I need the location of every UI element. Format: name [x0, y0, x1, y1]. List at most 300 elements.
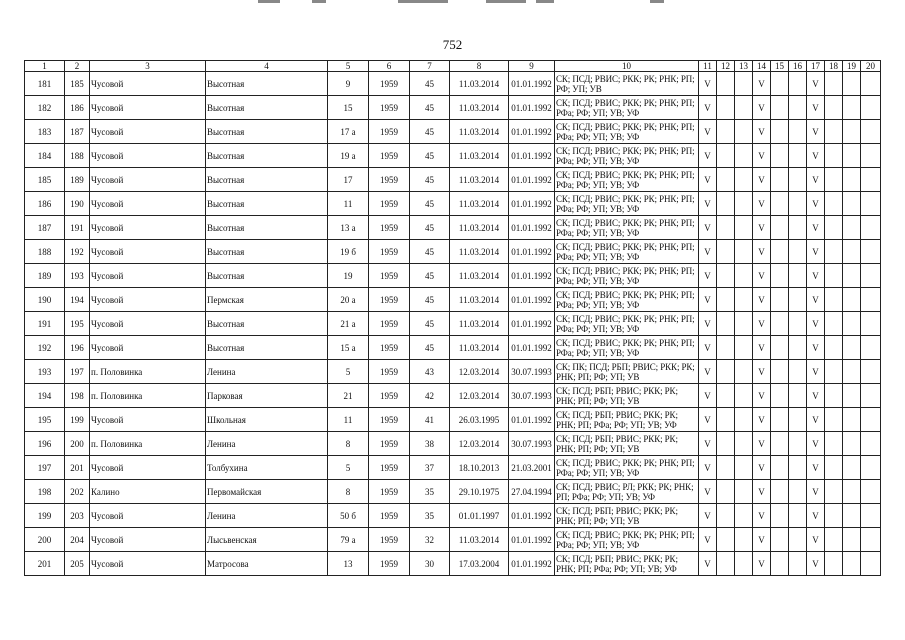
row-number: 188: [25, 240, 65, 264]
column-header-18: 18: [825, 61, 843, 72]
row-number: 183: [25, 120, 65, 144]
mark-cell-col-11: V: [699, 120, 717, 144]
year-cell: 1959: [369, 120, 410, 144]
column-7-cell: 42: [410, 384, 450, 408]
table-row: [25, 528, 881, 552]
record-id: 187: [65, 120, 90, 144]
mark-cell-col-11: V: [699, 144, 717, 168]
street-cell: Высотная: [206, 72, 328, 96]
settlement-cell: Чусовой: [90, 264, 206, 288]
table-row: [25, 144, 881, 168]
mark-cell-col-11: V: [699, 312, 717, 336]
mark-cell-col-20: [861, 168, 881, 192]
mark-cell-col-14: V: [753, 216, 771, 240]
record-id: 189: [65, 168, 90, 192]
row-number: 200: [25, 528, 65, 552]
date-2-cell: 01.01.1992: [509, 408, 555, 432]
mark-cell-col-11: V: [699, 408, 717, 432]
year-cell: 1959: [369, 408, 410, 432]
mark-cell-col-20: [861, 72, 881, 96]
date-1-cell: 11.03.2014: [450, 240, 509, 264]
house-number-cell: 19 а: [328, 144, 369, 168]
table-row: [25, 192, 881, 216]
codes-cell: СК; ПСД; РБП; РВИС; РКК; РК; РНК; РП; РФ; УП; УВ: [555, 384, 699, 408]
column-7-cell: 45: [410, 120, 450, 144]
house-number-cell: 20 а: [328, 288, 369, 312]
mark-cell-col-12: [717, 480, 735, 504]
mark-cell-col-18: [825, 312, 843, 336]
mark-cell-col-17: V: [807, 456, 825, 480]
codes-cell: СК; ПСД; РВИС; РКК; РК; РНК; РП; РФа; РФ; УП; УВ; УФ: [555, 312, 699, 336]
mark-cell-col-15: [771, 360, 789, 384]
table-row: [25, 336, 881, 360]
year-cell: 1959: [369, 96, 410, 120]
mark-cell-col-16: [789, 120, 807, 144]
mark-cell-col-14: V: [753, 384, 771, 408]
row-number: 195: [25, 408, 65, 432]
row-number: 199: [25, 504, 65, 528]
table-row: [25, 480, 881, 504]
house-number-cell: 21 а: [328, 312, 369, 336]
year-cell: 1959: [369, 456, 410, 480]
record-id: 199: [65, 408, 90, 432]
column-7-cell: 32: [410, 528, 450, 552]
mark-cell-col-13: [735, 288, 753, 312]
record-id: 194: [65, 288, 90, 312]
mark-cell-col-15: [771, 432, 789, 456]
date-2-cell: 01.01.1992: [509, 288, 555, 312]
house-number-cell: 13: [328, 552, 369, 576]
mark-cell-col-19: [843, 72, 861, 96]
house-number-cell: 21: [328, 384, 369, 408]
mark-cell-col-13: [735, 528, 753, 552]
mark-cell-col-15: [771, 240, 789, 264]
mark-cell-col-13: [735, 432, 753, 456]
street-cell: Толбухина: [206, 456, 328, 480]
mark-cell-col-13: [735, 240, 753, 264]
mark-cell-col-11: V: [699, 336, 717, 360]
mark-cell-col-18: [825, 144, 843, 168]
date-2-cell: 30.07.1993: [509, 360, 555, 384]
row-number: 185: [25, 168, 65, 192]
date-2-cell: 01.01.1992: [509, 120, 555, 144]
mark-cell-col-12: [717, 192, 735, 216]
record-id: 205: [65, 552, 90, 576]
row-number: 196: [25, 432, 65, 456]
mark-cell-col-14: V: [753, 264, 771, 288]
year-cell: 1959: [369, 72, 410, 96]
mark-cell-col-12: [717, 240, 735, 264]
date-1-cell: 11.03.2014: [450, 96, 509, 120]
mark-cell-col-19: [843, 480, 861, 504]
mark-cell-col-12: [717, 528, 735, 552]
column-header-5: 5: [328, 61, 369, 72]
mark-cell-col-16: [789, 168, 807, 192]
mark-cell-col-16: [789, 384, 807, 408]
mark-cell-col-13: [735, 408, 753, 432]
date-2-cell: 01.01.1992: [509, 144, 555, 168]
date-2-cell: 01.01.1992: [509, 264, 555, 288]
mark-cell-col-13: [735, 96, 753, 120]
date-2-cell: 01.01.1992: [509, 552, 555, 576]
year-cell: 1959: [369, 264, 410, 288]
column-header-3: 3: [90, 61, 206, 72]
settlement-cell: Чусовой: [90, 288, 206, 312]
codes-cell: СК; ПСД; РВИС; РКК; РК; РНК; РП; РФа; РФ; УП; УВ; УФ: [555, 144, 699, 168]
mark-cell-col-11: V: [699, 240, 717, 264]
column-7-cell: 45: [410, 144, 450, 168]
mark-cell-col-18: [825, 408, 843, 432]
mark-cell-col-18: [825, 96, 843, 120]
column-7-cell: 45: [410, 96, 450, 120]
date-1-cell: 12.03.2014: [450, 432, 509, 456]
mark-cell-col-17: V: [807, 552, 825, 576]
year-cell: 1959: [369, 552, 410, 576]
column-7-cell: 30: [410, 552, 450, 576]
settlement-cell: Чусовой: [90, 120, 206, 144]
mark-cell-col-11: V: [699, 192, 717, 216]
row-number: 187: [25, 216, 65, 240]
settlement-cell: Чусовой: [90, 336, 206, 360]
date-1-cell: 11.03.2014: [450, 168, 509, 192]
row-number: 184: [25, 144, 65, 168]
mark-cell-col-20: [861, 504, 881, 528]
mark-cell-col-14: V: [753, 120, 771, 144]
table-row: [25, 120, 881, 144]
settlement-cell: п. Половинка: [90, 432, 206, 456]
mark-cell-col-19: [843, 528, 861, 552]
street-cell: Высотная: [206, 168, 328, 192]
mark-cell-col-16: [789, 72, 807, 96]
year-cell: 1959: [369, 336, 410, 360]
mark-cell-col-19: [843, 552, 861, 576]
mark-cell-col-18: [825, 480, 843, 504]
mark-cell-col-19: [843, 456, 861, 480]
street-cell: Высотная: [206, 264, 328, 288]
mark-cell-col-14: V: [753, 96, 771, 120]
mark-cell-col-19: [843, 192, 861, 216]
date-2-cell: 21.03.2001: [509, 456, 555, 480]
year-cell: 1959: [369, 288, 410, 312]
record-id: 200: [65, 432, 90, 456]
register-table-body: [25, 61, 881, 576]
column-header-15: 15: [771, 61, 789, 72]
mark-cell-col-20: [861, 216, 881, 240]
record-id: 198: [65, 384, 90, 408]
table-row: [25, 312, 881, 336]
mark-cell-col-16: [789, 288, 807, 312]
settlement-cell: Чусовой: [90, 504, 206, 528]
mark-cell-col-19: [843, 408, 861, 432]
row-number: 201: [25, 552, 65, 576]
house-number-cell: 79 а: [328, 528, 369, 552]
mark-cell-col-19: [843, 96, 861, 120]
column-7-cell: 45: [410, 168, 450, 192]
mark-cell-col-19: [843, 432, 861, 456]
mark-cell-col-17: V: [807, 408, 825, 432]
settlement-cell: Чусовой: [90, 216, 206, 240]
mark-cell-col-15: [771, 216, 789, 240]
mark-cell-col-14: V: [753, 504, 771, 528]
date-2-cell: 01.01.1992: [509, 216, 555, 240]
column-header-13: 13: [735, 61, 753, 72]
street-cell: Лысьвенская: [206, 528, 328, 552]
record-id: 196: [65, 336, 90, 360]
mark-cell-col-15: [771, 528, 789, 552]
mark-cell-col-13: [735, 336, 753, 360]
mark-cell-col-12: [717, 456, 735, 480]
mark-cell-col-12: [717, 288, 735, 312]
mark-cell-col-13: [735, 360, 753, 384]
codes-cell: СК; ПСД; РВИС; РКК; РК; РНК; РП; РФа; РФ; УП; УВ; УФ: [555, 288, 699, 312]
column-7-cell: 45: [410, 312, 450, 336]
settlement-cell: Чусовой: [90, 552, 206, 576]
year-cell: 1959: [369, 360, 410, 384]
mark-cell-col-19: [843, 312, 861, 336]
row-number: 198: [25, 480, 65, 504]
year-cell: 1959: [369, 504, 410, 528]
mark-cell-col-17: V: [807, 360, 825, 384]
record-id: 202: [65, 480, 90, 504]
year-cell: 1959: [369, 480, 410, 504]
codes-cell: СК; ПСД; РВИС; РКК; РК; РНК; РП; РФа; РФ; УП; УВ; УФ: [555, 528, 699, 552]
record-id: 201: [65, 456, 90, 480]
date-1-cell: 11.03.2014: [450, 336, 509, 360]
mark-cell-col-18: [825, 432, 843, 456]
column-header-19: 19: [843, 61, 861, 72]
house-number-cell: 17: [328, 168, 369, 192]
record-id: 195: [65, 312, 90, 336]
codes-cell: СК; ПСД; РБП; РВИС; РКК; РК; РНК; РП; РФ; УП; УВ: [555, 504, 699, 528]
settlement-cell: Чусовой: [90, 192, 206, 216]
table-row: [25, 96, 881, 120]
mark-cell-col-17: V: [807, 96, 825, 120]
mark-cell-col-20: [861, 552, 881, 576]
date-1-cell: 18.10.2013: [450, 456, 509, 480]
mark-cell-col-18: [825, 456, 843, 480]
mark-cell-col-17: V: [807, 144, 825, 168]
date-1-cell: 01.01.1997: [450, 504, 509, 528]
codes-cell: СК; ПСД; РБП; РВИС; РКК; РК; РНК; РП; РФа; РФ; УП; УВ; УФ: [555, 408, 699, 432]
table-row: [25, 456, 881, 480]
table-row: [25, 384, 881, 408]
column-7-cell: 35: [410, 480, 450, 504]
date-2-cell: 01.01.1992: [509, 168, 555, 192]
mark-cell-col-20: [861, 480, 881, 504]
mark-cell-col-14: V: [753, 456, 771, 480]
house-number-cell: 15 а: [328, 336, 369, 360]
record-id: 203: [65, 504, 90, 528]
mark-cell-col-19: [843, 384, 861, 408]
street-cell: Высотная: [206, 120, 328, 144]
table-row: [25, 216, 881, 240]
mark-cell-col-16: [789, 480, 807, 504]
house-number-cell: 17 а: [328, 120, 369, 144]
mark-cell-col-15: [771, 168, 789, 192]
mark-cell-col-11: V: [699, 216, 717, 240]
mark-cell-col-13: [735, 120, 753, 144]
column-header-14: 14: [753, 61, 771, 72]
mark-cell-col-16: [789, 408, 807, 432]
mark-cell-col-11: V: [699, 552, 717, 576]
settlement-cell: п. Половинка: [90, 360, 206, 384]
house-number-cell: 8: [328, 480, 369, 504]
settlement-cell: Калино: [90, 480, 206, 504]
date-1-cell: 11.03.2014: [450, 144, 509, 168]
settlement-cell: Чусовой: [90, 312, 206, 336]
column-header-12: 12: [717, 61, 735, 72]
mark-cell-col-20: [861, 432, 881, 456]
top-scan-marks: [0, 0, 905, 6]
mark-cell-col-17: V: [807, 192, 825, 216]
mark-cell-col-18: [825, 120, 843, 144]
mark-cell-col-14: V: [753, 72, 771, 96]
street-cell: Парковая: [206, 384, 328, 408]
settlement-cell: Чусовой: [90, 240, 206, 264]
street-cell: Высотная: [206, 240, 328, 264]
mark-cell-col-18: [825, 336, 843, 360]
mark-cell-col-18: [825, 72, 843, 96]
mark-cell-col-19: [843, 504, 861, 528]
date-1-cell: 11.03.2014: [450, 192, 509, 216]
mark-cell-col-16: [789, 264, 807, 288]
mark-cell-col-18: [825, 168, 843, 192]
mark-cell-col-20: [861, 96, 881, 120]
row-number: 182: [25, 96, 65, 120]
mark-cell-col-14: V: [753, 360, 771, 384]
column-7-cell: 45: [410, 216, 450, 240]
street-cell: Высотная: [206, 144, 328, 168]
record-id: 197: [65, 360, 90, 384]
year-cell: 1959: [369, 384, 410, 408]
mark-cell-col-18: [825, 384, 843, 408]
mark-cell-col-15: [771, 504, 789, 528]
mark-cell-col-12: [717, 96, 735, 120]
record-id: 192: [65, 240, 90, 264]
record-id: 188: [65, 144, 90, 168]
row-number: 181: [25, 72, 65, 96]
mark-cell-col-18: [825, 288, 843, 312]
mark-cell-col-12: [717, 360, 735, 384]
mark-cell-col-14: V: [753, 432, 771, 456]
mark-cell-col-19: [843, 264, 861, 288]
date-2-cell: 01.01.1992: [509, 336, 555, 360]
table-row: [25, 168, 881, 192]
mark-cell-col-13: [735, 504, 753, 528]
year-cell: 1959: [369, 432, 410, 456]
date-1-cell: 26.03.1995: [450, 408, 509, 432]
mark-cell-col-11: V: [699, 288, 717, 312]
mark-cell-col-15: [771, 456, 789, 480]
settlement-cell: Чусовой: [90, 96, 206, 120]
mark-cell-col-19: [843, 216, 861, 240]
street-cell: Высотная: [206, 336, 328, 360]
column-header-9: 9: [509, 61, 555, 72]
column-7-cell: 45: [410, 264, 450, 288]
mark-cell-col-14: V: [753, 528, 771, 552]
mark-cell-col-16: [789, 192, 807, 216]
mark-cell-col-17: V: [807, 168, 825, 192]
mark-cell-col-13: [735, 144, 753, 168]
column-7-cell: 45: [410, 336, 450, 360]
row-number: 194: [25, 384, 65, 408]
mark-cell-col-15: [771, 120, 789, 144]
mark-cell-col-16: [789, 456, 807, 480]
mark-cell-col-12: [717, 72, 735, 96]
codes-cell: СК; ПСД; РВИС; РКК; РК; РНК; РП; РФ; УП; УВ: [555, 72, 699, 96]
date-1-cell: 29.10.1975: [450, 480, 509, 504]
codes-cell: СК; ПСД; РВИС; РКК; РК; РНК; РП; РФа; РФ; УП; УВ; УФ: [555, 96, 699, 120]
mark-cell-col-20: [861, 264, 881, 288]
mark-cell-col-12: [717, 408, 735, 432]
mark-cell-col-17: V: [807, 528, 825, 552]
date-2-cell: 30.07.1993: [509, 432, 555, 456]
date-2-cell: 01.01.1992: [509, 528, 555, 552]
mark-cell-col-14: V: [753, 240, 771, 264]
mark-cell-col-16: [789, 312, 807, 336]
codes-cell: СК; ПСД; РВИС; РКК; РК; РНК; РП; РФа; РФ; УП; УВ; УФ: [555, 120, 699, 144]
street-cell: Пермская: [206, 288, 328, 312]
date-2-cell: 01.01.1992: [509, 72, 555, 96]
mark-cell-col-11: V: [699, 432, 717, 456]
mark-cell-col-15: [771, 288, 789, 312]
mark-cell-col-17: V: [807, 336, 825, 360]
table-row: [25, 240, 881, 264]
column-header-8: 8: [450, 61, 509, 72]
year-cell: 1959: [369, 528, 410, 552]
mark-cell-col-17: V: [807, 432, 825, 456]
mark-cell-col-11: V: [699, 504, 717, 528]
mark-cell-col-14: V: [753, 288, 771, 312]
mark-cell-col-18: [825, 528, 843, 552]
mark-cell-col-14: V: [753, 144, 771, 168]
column-7-cell: 41: [410, 408, 450, 432]
mark-cell-col-20: [861, 144, 881, 168]
mark-cell-col-20: [861, 288, 881, 312]
table-row: [25, 288, 881, 312]
mark-cell-col-17: V: [807, 480, 825, 504]
mark-cell-col-15: [771, 192, 789, 216]
mark-cell-col-14: V: [753, 552, 771, 576]
column-header-20: 20: [861, 61, 881, 72]
mark-cell-col-11: V: [699, 528, 717, 552]
mark-cell-col-14: V: [753, 480, 771, 504]
column-7-cell: 45: [410, 288, 450, 312]
mark-cell-col-17: V: [807, 72, 825, 96]
column-7-cell: 43: [410, 360, 450, 384]
street-cell: Высотная: [206, 96, 328, 120]
codes-cell: СК; ПСД; РВИС; РКК; РК; РНК; РП; РФа; РФ; УП; УВ; УФ: [555, 192, 699, 216]
settlement-cell: Чусовой: [90, 72, 206, 96]
record-id: 186: [65, 96, 90, 120]
mark-cell-col-13: [735, 480, 753, 504]
house-number-cell: 9: [328, 72, 369, 96]
year-cell: 1959: [369, 168, 410, 192]
column-7-cell: 45: [410, 240, 450, 264]
year-cell: 1959: [369, 192, 410, 216]
date-1-cell: 11.03.2014: [450, 312, 509, 336]
record-id: 193: [65, 264, 90, 288]
mark-cell-col-19: [843, 360, 861, 384]
mark-cell-col-20: [861, 408, 881, 432]
date-1-cell: 11.03.2014: [450, 288, 509, 312]
column-7-cell: 37: [410, 456, 450, 480]
mark-cell-col-17: V: [807, 120, 825, 144]
table-row: [25, 432, 881, 456]
mark-cell-col-12: [717, 216, 735, 240]
mark-cell-col-18: [825, 192, 843, 216]
street-cell: Ленина: [206, 360, 328, 384]
